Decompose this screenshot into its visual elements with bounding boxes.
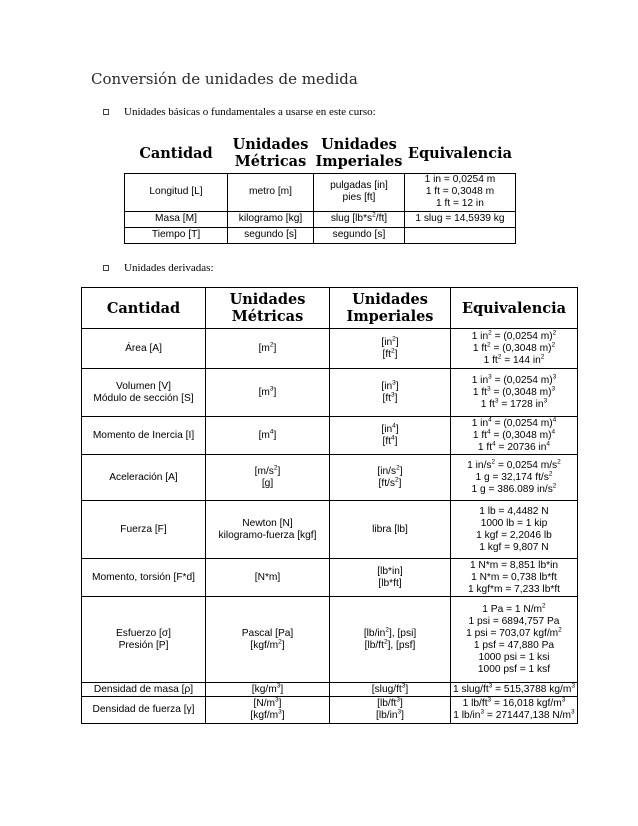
cell-line: $[in^2]$ bbox=[381, 335, 399, 348]
header-metricas: Unidades Métricas bbox=[206, 288, 330, 329]
cell-line: $[ft^3]$ bbox=[382, 391, 398, 404]
cell-line: 1 kgf*m = 7,233 lb*ft bbox=[467, 583, 560, 595]
cell-metricas bbox=[206, 697, 330, 724]
cell-imperiales bbox=[330, 329, 451, 369]
cell-line: Fuerza [F] bbox=[120, 523, 167, 535]
bullet-square-icon bbox=[103, 109, 109, 115]
cell-cantidad bbox=[82, 683, 206, 697]
cell-line: 1 $ft^2 = (0,3048$ m)$^2$ bbox=[472, 341, 556, 354]
cell-cantidad bbox=[82, 501, 206, 559]
cell-line: $[in^4]$ bbox=[381, 422, 399, 435]
cell-line: Aceleración [A] bbox=[109, 471, 178, 483]
cell-line: Área [A] bbox=[125, 342, 162, 354]
table-row bbox=[82, 501, 578, 559]
cell-equivalencia bbox=[451, 683, 578, 697]
cell-line: Longitud [L] bbox=[149, 186, 203, 197]
cell-line: [lb*in] bbox=[377, 565, 403, 577]
cell-line: 1 Pa = 1 $N/m^2$ bbox=[482, 602, 546, 615]
cell-line: 1 ft = 12 in bbox=[436, 198, 484, 209]
cell-line: 1 $in^2 = (0,0254$ m)$^2$ bbox=[471, 329, 557, 342]
cell-line: 1 in = 0,0254 m bbox=[424, 174, 496, 185]
cell-line: $[m^2]$ bbox=[258, 341, 277, 354]
cell-line: Presión [P] bbox=[118, 639, 169, 651]
cell-imperiales bbox=[330, 683, 451, 697]
cell-cantidad bbox=[82, 559, 206, 597]
cell-equivalencia bbox=[451, 417, 578, 455]
cell-imperiales bbox=[330, 697, 451, 724]
cell-cantidad bbox=[82, 697, 206, 724]
cell-equivalencia bbox=[404, 173, 515, 211]
cell-metricas bbox=[206, 683, 330, 697]
cell-line: $[slug/ft^3]$ bbox=[371, 682, 409, 695]
cell-imperiales bbox=[330, 559, 451, 597]
cell-line: [g] bbox=[261, 477, 274, 489]
cell-metricas bbox=[206, 559, 330, 597]
bullet-basic-units bbox=[103, 106, 376, 118]
cell-line: 1000 lb = 1 kip bbox=[480, 517, 548, 529]
header-equivalencia: Equivalencia bbox=[451, 288, 578, 329]
cell-line: 1 $ft^4 = 20736$ $in^4$ bbox=[477, 440, 551, 453]
table-row bbox=[125, 227, 516, 243]
cell-line: Pascal [Pa] bbox=[241, 627, 294, 639]
cell-imperiales bbox=[330, 417, 451, 455]
cell-line: pies [ft] bbox=[342, 192, 376, 203]
cell-line: 1 kgf = 9,807 N bbox=[479, 541, 549, 553]
cell-line: Esfuerzo [σ] bbox=[116, 627, 171, 639]
cell-line: 1 $in/s^2 = 0,0254$ $m/s^2$ bbox=[467, 458, 561, 471]
cell-metricas bbox=[206, 329, 330, 369]
cell-imperiales bbox=[330, 369, 451, 417]
header-imperiales: Unidades Imperiales bbox=[330, 288, 451, 329]
cell-imperiales bbox=[314, 173, 405, 211]
cell-line: $[in^3]$ bbox=[381, 379, 399, 392]
cell-line: 1 psi = 6894,757 Pa bbox=[468, 615, 560, 627]
cell-line: Módulo de sección [S] bbox=[93, 392, 194, 404]
cell-equivalencia bbox=[404, 211, 515, 227]
cell-line: 1 slug = 14,5939 kg bbox=[415, 213, 505, 224]
cell-imperiales bbox=[314, 211, 405, 227]
bullet-square-icon bbox=[103, 265, 109, 271]
bullet-derived-units bbox=[103, 262, 214, 274]
cell-line: Newton [N] bbox=[242, 517, 293, 529]
cell-line: 1000 psf = 1 ksf bbox=[477, 663, 551, 675]
cell-line: 1 $ft^2 = 144$ $in^2$ bbox=[483, 353, 545, 366]
cell-line: libra [lb] bbox=[372, 523, 408, 535]
cell-line: 1 N*m = 0,738 lb*ft bbox=[471, 571, 557, 583]
table-row bbox=[82, 455, 578, 501]
cell-imperiales bbox=[330, 597, 451, 683]
cell-line: 1 g = 386.089 $in/s^2$ bbox=[471, 482, 557, 495]
cell-metricas bbox=[228, 173, 314, 211]
cell-cantidad bbox=[82, 597, 206, 683]
cell-line: $[lb/in^3]$ bbox=[376, 708, 404, 721]
cell-line: 1 $in^4 = (0,0254$ m)$^4$ bbox=[471, 416, 557, 429]
cell-line: 1000 psi = 1 ksi bbox=[478, 651, 550, 663]
cell-line: segundo [s] bbox=[332, 229, 386, 240]
cell-line: Densidad de fuerza [γ] bbox=[92, 704, 195, 715]
cell-line: $[in/s^2]$ bbox=[377, 464, 403, 477]
derived-units-table bbox=[81, 287, 578, 724]
cell-line: $[ft/s^2]$ bbox=[378, 476, 402, 489]
cell-line: 1 $lb/ft^3 = 16,018$ kgf/$m^3$ bbox=[462, 696, 566, 709]
cell-line: kilogramo-fuerza [kgf] bbox=[218, 529, 317, 541]
header-equivalencia: Equivalencia bbox=[404, 134, 515, 173]
bullet-text: Unidades básicas o fundamentales a usarse en este curso: bbox=[124, 106, 376, 118]
cell-line: 1 $ft^3 = (0,3048$ m)$^3$ bbox=[472, 385, 556, 398]
cell-line: Volumen [V] bbox=[116, 380, 171, 392]
cell-cantidad bbox=[82, 329, 206, 369]
cell-line: 1 psf = 47,880 Pa bbox=[473, 639, 555, 651]
cell-line: 1 N*m = 8,851 lb*in bbox=[469, 559, 558, 571]
cell-line: 1 $ft^4 = (0,3048$ m)$^4$ bbox=[472, 428, 556, 441]
cell-line: [N*m] bbox=[254, 571, 281, 583]
basic-units-table bbox=[124, 134, 516, 244]
cell-cantidad bbox=[82, 417, 206, 455]
cell-equivalencia bbox=[451, 501, 578, 559]
header-cantidad: Cantidad bbox=[125, 134, 228, 173]
cell-line: $[kgf/m^2]$ bbox=[250, 638, 285, 651]
table-row bbox=[82, 329, 578, 369]
cell-line: $[lb/ft^3]$ bbox=[377, 696, 403, 709]
cell-metricas bbox=[206, 417, 330, 455]
cell-equivalencia bbox=[451, 697, 578, 724]
table-row bbox=[125, 211, 516, 227]
cell-line: segundo [s] bbox=[244, 229, 297, 240]
cell-line: Tiempo [T] bbox=[151, 229, 201, 240]
cell-line: $[ft^2]$ bbox=[382, 347, 398, 360]
cell-line: 1 g = 32,174 $ft/s^2$ bbox=[475, 470, 553, 483]
cell-metricas bbox=[228, 227, 314, 243]
cell-line: $[ft^4]$ bbox=[382, 434, 398, 447]
cell-cantidad bbox=[82, 369, 206, 417]
cell-line: $[kgf/m^3]$ bbox=[250, 708, 285, 721]
cell-cantidad bbox=[125, 173, 228, 211]
cell-line: 1 kgf = 2,2046 lb bbox=[476, 529, 552, 541]
cell-line: kilogramo [kg] bbox=[238, 213, 303, 224]
cell-line: $[lb/in^2]$, [psi] bbox=[363, 626, 417, 639]
header-cantidad: Cantidad bbox=[82, 288, 206, 329]
cell-line: Masa [M] bbox=[155, 213, 197, 224]
table-row bbox=[82, 597, 578, 683]
cell-metricas bbox=[228, 211, 314, 227]
cell-line: Momento de Inercia [I] bbox=[92, 429, 195, 441]
cell-line: 1 lb = 4,4482 N bbox=[479, 505, 549, 517]
cell-imperiales bbox=[330, 455, 451, 501]
cell-line: 1 $ft^3 = 1728$ $in^3$ bbox=[480, 397, 548, 410]
cell-line: [lb*ft] bbox=[378, 577, 402, 589]
cell-cantidad bbox=[125, 211, 228, 227]
cell-imperiales bbox=[330, 501, 451, 559]
header-imperiales: Unidades Imperiales bbox=[314, 134, 405, 173]
cell-metricas bbox=[206, 369, 330, 417]
bullet-text: Unidades derivadas: bbox=[124, 262, 214, 274]
table-row bbox=[125, 173, 516, 211]
cell-equivalencia bbox=[451, 559, 578, 597]
cell-line: $[m^4]$ bbox=[258, 428, 277, 441]
cell-cantidad bbox=[125, 227, 228, 243]
header-metricas: Unidades Métricas bbox=[228, 134, 314, 173]
cell-metricas bbox=[206, 501, 330, 559]
table-row bbox=[82, 417, 578, 455]
cell-line: Densidad de masa [ρ] bbox=[93, 683, 194, 695]
cell-metricas bbox=[206, 455, 330, 501]
cell-line: $[lb/ft^2]$, [psf] bbox=[364, 638, 416, 651]
cell-equivalencia bbox=[451, 597, 578, 683]
cell-metricas bbox=[206, 597, 330, 683]
cell-equivalencia bbox=[451, 329, 578, 369]
cell-line: pulgadas [in] bbox=[330, 180, 388, 191]
cell-line: 1 psi = 703,07 kgf/$m^2$ bbox=[466, 626, 562, 639]
cell-equivalencia bbox=[404, 227, 515, 243]
cell-imperiales bbox=[314, 227, 405, 243]
cell-equivalencia bbox=[451, 455, 578, 501]
cell-line: $[m/s^2]$ bbox=[254, 464, 281, 477]
table-row bbox=[82, 369, 578, 417]
cell-line: 1 $lb/in^3 = 271447,138$ $N/m^3$ bbox=[453, 708, 575, 721]
cell-line: 1 slug/$ft^3 = 515,3788$ $kg/m^3$ bbox=[453, 682, 575, 695]
table-row bbox=[82, 697, 578, 724]
cell-cantidad bbox=[82, 455, 206, 501]
cell-line: $[kg/m^3]$ bbox=[251, 682, 284, 695]
cell-line: $[m^3]$ bbox=[258, 385, 277, 398]
cell-line: $[N/m^3]$ bbox=[253, 696, 282, 709]
cell-line bbox=[407, 229, 513, 241]
cell-line: 1 $in^3 = (0,0254$ m)$^3$ bbox=[471, 373, 557, 386]
cell-line: Momento, torsión [F*d] bbox=[91, 571, 196, 583]
page-title: Conversión de unidades de medida bbox=[91, 70, 358, 88]
table-row bbox=[82, 559, 578, 597]
cell-equivalencia bbox=[451, 369, 578, 417]
cell-line: metro [m] bbox=[248, 186, 293, 197]
cell-line: slug $[lb*s^2/ft]$ bbox=[330, 211, 388, 224]
table-row bbox=[82, 683, 578, 697]
cell-line: 1 ft = 0,3048 m bbox=[425, 186, 495, 197]
